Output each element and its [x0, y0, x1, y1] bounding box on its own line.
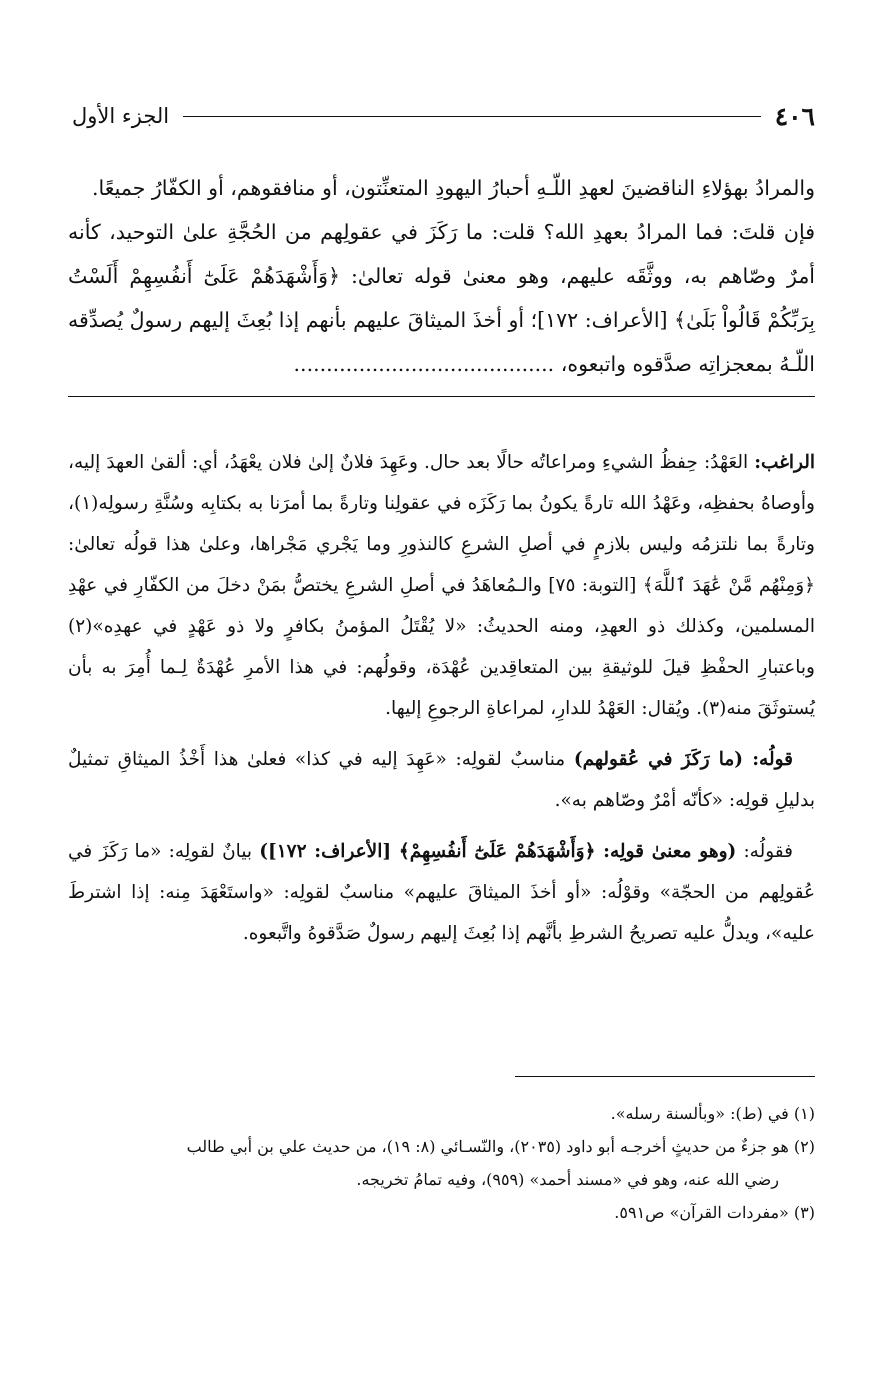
- footnote-2: (٢) هو جزءٌ من حديثٍ أخرجـه أبو داود (٢٠٣٥)، والنّسـائي (٨: ١٩)، من حديث علي بن أبي طالب: [186, 1137, 815, 1156]
- page-number: ٤٠٦: [774, 101, 815, 131]
- header-rule: [183, 116, 761, 117]
- commentary-paragraph: [68, 442, 815, 729]
- main-paragraph: [68, 210, 815, 386]
- running-header: [72, 98, 815, 134]
- footnote-3: (٣) «مفردات القرآن» ص٥٩١.: [614, 1203, 815, 1222]
- footnote-divider: [515, 1076, 815, 1077]
- commentary-lead: (وهو معنىٰ قولِه: ﴿وَأَشْهَدَهُمْ عَلَىٰٓ أَنفُسِهِمْ﴾ [الأعراف: ١٧٢]): [259, 841, 737, 862]
- commentary-lead: قولُه: (ما رَكَزَ في عُقولهم): [573, 749, 793, 770]
- commentary-paragraph: [68, 831, 815, 954]
- commentary-body: العَهْدُ: حِفظُ الشيءِ ومراعاتُه حالًا بعد حال. وعَهِدَ فلانٌ إلىٰ فلان يعْهَدُ، أي: ألقىٰ العهدَ إليه، وأوصاهُ بحفظِه، وعَهْدُ الله تارةً يكونُ بما رَكَزَه في عقولِنا وتارةً بما أمرَنا به بكتابِه وسُنَّةِ رسولِه(١)، وتارةً بما نلتزمُه وليس بلازمٍ في أصلِ الشرعِ كالنذورِ وما يَجْري مَجْراها، وعلىٰ هذا قولُه تعالىٰ: ﴿وَمِنْهُم مَّنْ عَٰهَدَ ٱللَّهَ﴾ [التوبة: ٧٥] والـمُعاهَدُ في أصلِ الشرعِ يختصُّ بمَنْ دخلَ من الكفّارِ في عهْدِ المسلمين، وكذلك ذو العهدِ، ومنه الحديثُ: «لا يُقْتَلُ المؤمنُ بكافرٍ ولا ذو عَهْدٍ في عهدِه»(٢) وباعتبارِ الحفْظِ قيلَ للوثيقةِ بين المتعاقِدين عُهْدَة، وقولُهم: في هذا الأمرِ عُهْدَةٌ لِـما أُمِرَ به بأن يُستوثَقَ منه(٣). ويُقال: العَهْدُ للدارِ، لمراعاةِ الرجوعِ إليها.: [68, 452, 816, 719]
- footnote-1: (١) في (ط): «وبألسنة رسله».: [610, 1104, 815, 1123]
- main-paragraph-1: والمرادُ بهؤلاءِ الناقضينَ لعهدِ اللّـهِ أحبارُ اليهودِ المتعنِّتون، أو منافقوهم، أو الكفّارُ جميعًا.: [92, 176, 815, 200]
- commentary-paragraph: [68, 739, 815, 821]
- running-title: الجزء الأول: [72, 104, 170, 128]
- section-divider: [68, 396, 815, 397]
- commentary-body: مناسبٌ لقولِه: «عَهِدَ إليه في كذا» فعلىٰ هذا أَخْذُ الميثاقِ تمثيلٌ بدليلِ قولِه: «كأنّه أمْرٌ وصّاهم به».: [68, 749, 815, 811]
- main-paragraph: [68, 166, 815, 210]
- footnotes: [68, 1098, 815, 1230]
- footnote-2-continuation: رضي الله عنه، وهو في «مسند أحمد» (٩٥٩)، وفيه تمامُ تخريجه.: [356, 1170, 779, 1189]
- main-text: [68, 166, 815, 386]
- commentary-text: [68, 442, 815, 962]
- main-paragraph-2: فإن قلتَ: فما المرادُ بعهدِ الله؟ قلت: ما رَكَزَ في عقولِهم من الحُجَّةِ علىٰ التوحيد، كأنه أمرٌ وصّاهم به، ووثَّقَه عليهم، وهو معنىٰ قوله تعالىٰ: ﴿وَأَشْهَدَهُمْ عَلَىٰٓ أَنفُسِهِمْ أَلَسْتُ بِرَبِّكُمْ قَالُواْ بَلَىٰ﴾ [الأعراف: ١٧٢]؛ أو أخذَ الميثاقَ عليهم بأنهم إذا بُعِثَ إليهم رسولٌ يُصدِّقه اللّـهُ بمعجزاتِه صدَّقوه واتبعوه،: [68, 220, 816, 376]
- ellipsis-dots: ........................................: [293, 352, 555, 376]
- commentary-lead-plain: فقولُه:: [736, 841, 793, 862]
- commentary-lead: الراغب:: [754, 452, 815, 473]
- commentary-body: بيانٌ لقولِه: «ما رَكَزَ في عُقولِهم من الحجّة» وقوْلُه: «أو أخذَ الميثاقَ عليهم» مناسبٌ لقولِه: «واستَعْهَدَ مِنه: إذا اشترطَ عليه»، ويدلُّ عليه تصريحُ الشرطِ بأنَّهم إذا بُعِثَ إليهم رسولٌ صَدَّقوهُ واتَّبعوه.: [68, 841, 815, 944]
